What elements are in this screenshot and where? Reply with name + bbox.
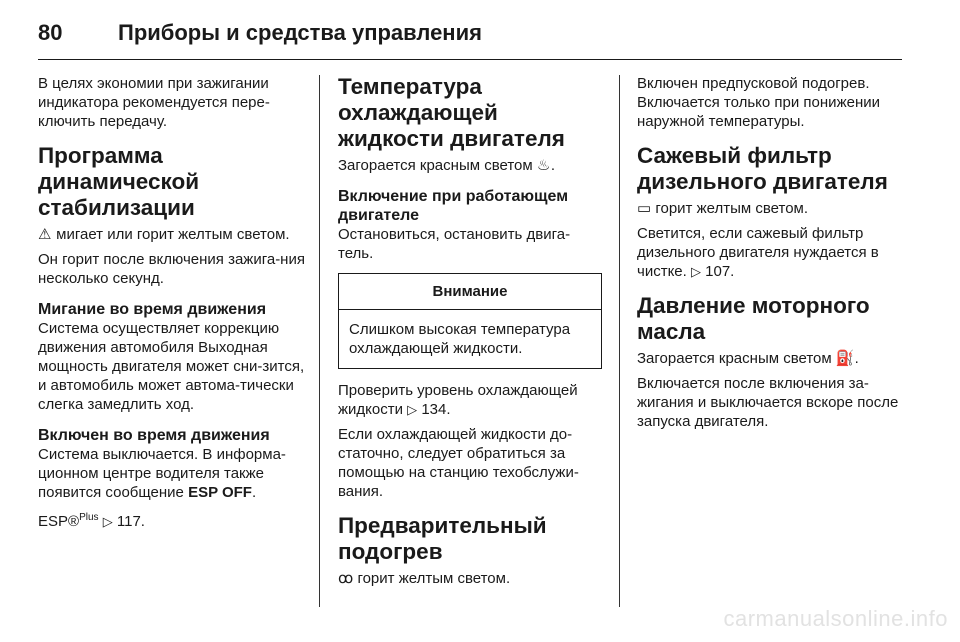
dpf-desc-paragraph	[637, 224, 905, 281]
coolant-temp-end: .	[550, 157, 556, 174]
check-page-ref[interactable]: 134.	[417, 401, 451, 418]
column-3	[637, 74, 905, 437]
dpf-paragraph	[637, 199, 905, 218]
column-2	[338, 74, 602, 594]
on-heading: Включен во время движения	[38, 427, 270, 444]
glow-plug-icon: ꝏ	[338, 570, 354, 587]
oil-end: .	[854, 350, 859, 367]
on-paragraph	[38, 445, 306, 502]
running-paragraph: Остановиться, остановить двига-тель.	[338, 226, 571, 262]
dpf-page-ref[interactable]: 107.	[700, 263, 735, 280]
flash-paragraph: Система осуществляет коррекцию движения автомобиля Выходная мощность двигателя может сни-зится, и автомобиль может автома-тически слегка замедлить ход.	[38, 320, 305, 413]
esp-heading: Программа динамической стабилизации	[38, 143, 200, 220]
oil-text: Загорается красным светом	[637, 350, 836, 367]
preheat-heading: Предварительный подогрев	[338, 513, 547, 564]
coolant-temp-heading: Температура охлаждающей жидкости двигателя	[338, 74, 565, 151]
header-rule	[38, 59, 902, 60]
oil-pressure-paragraph	[637, 349, 905, 368]
preheat-on-paragraph: Включен предпусковой подогрев. Включается только при понижении наружной температуры.	[637, 75, 880, 130]
esp-ref-page[interactable]: 117.	[112, 513, 145, 530]
coolant-temp-paragraph	[338, 156, 602, 175]
warning-note-box	[338, 273, 602, 369]
on-end: .	[251, 484, 257, 501]
dpf-heading: Сажевый фильтр дизельного двигателя	[637, 143, 888, 194]
dpf-desc: Светится, если сажевый фильтр дизельного двигателя нуждается в чистке.	[637, 225, 879, 280]
esp-reference	[38, 508, 306, 531]
column-1	[38, 74, 306, 537]
esp-text: мигает или горит желтым светом.	[52, 226, 290, 243]
check-paragraph	[338, 381, 602, 419]
on-text: Система выключается. В информа-ционном центре водителя также появится сообщение	[38, 446, 286, 501]
page-ref-arrow-icon[interactable]: ▷	[407, 402, 418, 417]
esp-paragraph	[38, 225, 306, 244]
check-text: Проверить уровень охлаждающей жидкости	[338, 382, 578, 418]
esp-ref-sup: Plus	[79, 512, 99, 523]
watermark: carmanualsonline.info	[723, 606, 948, 631]
header-title: Приборы и средства управления	[118, 20, 482, 45]
coolant-temp-icon: ♨	[536, 157, 551, 174]
coolant-temp-text: Загорается красным светом	[338, 157, 537, 174]
column-divider-2	[619, 75, 620, 607]
warning-note-body: Слишком высокая температура охлаждающей жидкости.	[349, 321, 571, 357]
oil-pressure-heading: Давление моторного масла	[637, 293, 870, 344]
running-heading: Включение при работающем двигателе	[338, 188, 569, 224]
preheat-text: горит желтым светом.	[353, 570, 511, 587]
preheat-paragraph	[338, 569, 602, 588]
oil-can-icon: ⛽	[835, 350, 855, 367]
page-number: 80	[38, 20, 63, 45]
diesel-filter-icon: ▭	[637, 200, 652, 217]
esp-off-message: ESP OFF	[188, 484, 252, 501]
warning-note-title: Внимание	[339, 274, 601, 310]
intro-paragraph: В целях экономии при зажигании индикатора рекомендуется пере-ключить передачу.	[38, 75, 270, 130]
dpf-text: горит желтым светом.	[651, 200, 809, 217]
esp-paragraph-2: Он горит после включения зажига-ния несколько секунд.	[38, 251, 305, 287]
service-paragraph: Если охлаждающей жидкости до-статочно, следует обратиться за помощью на станцию техобслужи-вания.	[338, 426, 579, 500]
page-ref-arrow-icon[interactable]: ▷	[690, 264, 701, 279]
flash-heading: Мигание во время движения	[38, 301, 267, 318]
esp-warning-icon: ⚠	[38, 226, 52, 243]
column-divider-1	[319, 75, 320, 607]
page-ref-arrow-icon[interactable]: ▷	[102, 514, 113, 529]
esp-ref-label: ESP®	[38, 513, 80, 530]
oil-desc-paragraph: Включается после включения за-жигания и выключается вскоре после запуска двигателя.	[637, 375, 899, 430]
